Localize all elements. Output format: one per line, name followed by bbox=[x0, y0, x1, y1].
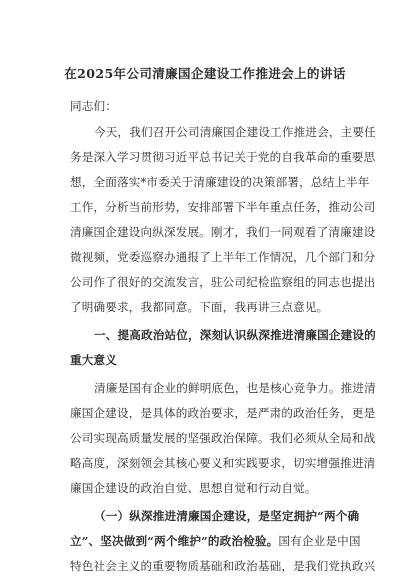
section-heading: 一、提高政治站位，深刻认识纵深推进清廉国企建设的 bbox=[94, 328, 376, 342]
paragraph-2-line: 公司实现高质量发展的坚强政治保障。我们必须从全局和战 bbox=[70, 431, 376, 445]
paragraph-1-line: 了明确要求，我都同意。下面，我再讲三点意见。 bbox=[70, 300, 329, 314]
paragraph-1-line: 今天，我们召开公司清廉国企建设工作推进会，主要任 bbox=[94, 125, 376, 139]
paragraph-1-line: 微视频，党委巡察办通报了上半年工作情况，几个部门和分 bbox=[70, 250, 376, 264]
paragraph-2-line: 略高度，深刻领会其核心要义和实践要求，切实增强推进清 bbox=[70, 456, 376, 470]
subsection-heading-end: 立”、坚决做到“两个维护”的政治检验。 bbox=[70, 534, 279, 548]
subsection-line: 特色社会主义的重要物质基础和政治基础，是我们党执政兴 bbox=[70, 559, 376, 573]
salutation: 同志们： bbox=[70, 99, 117, 113]
paragraph-1-line: 公司作了很好的交流发言，驻公司纪检监察组的同志也提出 bbox=[70, 275, 376, 289]
document-title: 在2025年公司清廉国企建设工作推进会上的讲话 bbox=[64, 66, 346, 81]
paragraph-1-line: 工作，分析当前形势，安排部署下半年重点任务，推动公司 bbox=[70, 200, 376, 214]
paragraph-2-line: 廉国企建设，是具体的政治要求，是严肃的政治任务，更是 bbox=[70, 406, 376, 420]
paragraph-1-line: 清廉国企建设向纵深发展。刚才，我们一同观看了清廉建设 bbox=[70, 225, 376, 239]
section-heading: 重大意义 bbox=[70, 353, 117, 367]
subsection-text: 国有企业是中国 bbox=[278, 534, 361, 548]
paragraph-1-line: 务是深入学习贯彻习近平总书记关于党的自我革命的重要思 bbox=[70, 150, 376, 164]
paragraph-2-line: 清廉是国有企业的鲜明底色，也是核心竞争力。推进清 bbox=[94, 381, 376, 395]
subsection-heading: （一）纵深推进清廉国企建设，是坚定拥护“两个确 bbox=[94, 509, 360, 523]
paragraph-2-line: 廉国企建设的政治自觉、思想自觉和行动自觉。 bbox=[70, 481, 317, 495]
subsection-line bbox=[70, 534, 361, 548]
paragraph-1-line: 想，全面落实*市委关于清廉建设的决策部署，总结上半年 bbox=[70, 175, 370, 189]
